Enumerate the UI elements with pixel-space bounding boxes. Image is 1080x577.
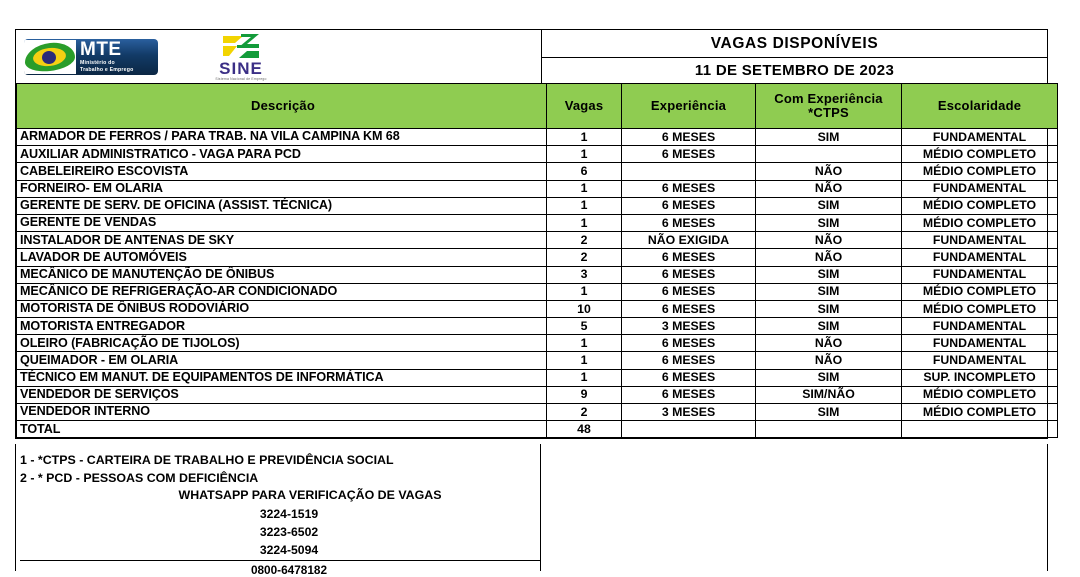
cell-ctps: SIM/NÃO	[756, 386, 902, 403]
cell-descricao: AUXILIAR ADMINISTRATICO - VAGA PARA PCD	[17, 146, 547, 163]
cell-experiencia: 6 MESES	[622, 180, 756, 197]
cell-vagas: 1	[547, 129, 622, 146]
cell-ctps: NÃO	[756, 335, 902, 352]
bulletin-header	[16, 30, 1047, 83]
cell-ctps: NÃO	[756, 163, 902, 180]
cell-descricao: VENDEDOR DE SERVIÇOS	[17, 386, 547, 403]
cell-experiencia: 6 MESES	[622, 197, 756, 214]
cell-experiencia: 6 MESES	[622, 266, 756, 283]
cell-descricao: LAVADOR DE AUTOMÓVEIS	[17, 249, 547, 266]
cell-experiencia: 6 MESES	[622, 386, 756, 403]
cell-experiencia: 6 MESES	[622, 352, 756, 369]
cell-escolaridade	[902, 421, 1058, 438]
cell-descricao: TÉCNICO EM MANUT. DE EQUIPAMENTOS DE INFORMÁTICA	[17, 369, 547, 386]
cell-experiencia: NÃO EXIGIDA	[622, 232, 756, 249]
title-area	[542, 30, 1047, 83]
cell-ctps: SIM	[756, 266, 902, 283]
footer-notes	[15, 444, 541, 577]
mte-subtitle-line1: Ministério do	[80, 59, 115, 66]
cell-experiencia: 6 MESES	[622, 129, 756, 146]
table-row	[17, 404, 1058, 421]
cell-experiencia: 6 MESES	[622, 300, 756, 317]
cell-descricao: TOTAL	[17, 421, 547, 438]
cell-experiencia: 6 MESES	[622, 283, 756, 300]
cell-experiencia: 6 MESES	[622, 249, 756, 266]
table-row	[17, 214, 1058, 231]
cell-escolaridade: MÉDIO COMPLETO	[902, 163, 1058, 180]
cell-escolaridade: FUNDAMENTAL	[902, 249, 1058, 266]
cell-vagas: 1	[547, 352, 622, 369]
table-row	[17, 249, 1058, 266]
cell-descricao: MECÂNICO DE MANUTENÇÃO DE ÔNIBUS	[17, 266, 547, 283]
cell-vagas: 1	[547, 369, 622, 386]
cell-ctps: NÃO	[756, 352, 902, 369]
cell-experiencia: 6 MESES	[622, 214, 756, 231]
table-row	[17, 197, 1058, 214]
cell-ctps: NÃO	[756, 232, 902, 249]
cell-descricao: MOTORISTA DE ÔNIBUS RODOVIÁRIO	[17, 300, 547, 317]
cell-ctps: SIM	[756, 318, 902, 335]
cell-escolaridade: FUNDAMENTAL	[902, 352, 1058, 369]
cell-escolaridade: SUP. INCOMPLETO	[902, 369, 1058, 386]
cell-ctps: SIM	[756, 129, 902, 146]
table-row	[17, 266, 1058, 283]
vacancies-table	[16, 83, 1058, 438]
cell-ctps: NÃO	[756, 180, 902, 197]
cell-ctps	[756, 421, 902, 438]
cell-experiencia: 6 MESES	[622, 335, 756, 352]
table-row	[17, 129, 1058, 146]
cell-escolaridade: MÉDIO COMPLETO	[902, 283, 1058, 300]
cell-vagas: 3	[547, 266, 622, 283]
ctps-header-line1: Com Experiência	[774, 91, 883, 107]
cell-descricao: VENDEDOR INTERNO	[17, 404, 547, 421]
brazil-flag-icon	[24, 40, 76, 74]
page-title: VAGAS DISPONÍVEIS	[542, 30, 1047, 58]
ctps-header-line2: *CTPS	[808, 105, 849, 120]
frame-right-rail	[1047, 444, 1048, 571]
cell-descricao: INSTALADOR DE ANTENAS DE SKY	[17, 232, 547, 249]
cell-experiencia: 6 MESES	[622, 369, 756, 386]
cell-descricao: FORNEIRO- EM OLARIA	[17, 180, 547, 197]
vacancies-table-body	[17, 129, 1058, 438]
cell-descricao: MECÂNICO DE REFRIGERAÇÃO-AR CONDICIONADO	[17, 283, 547, 300]
toll-free-phone: 0800-6478182	[250, 562, 328, 577]
phone-3: 3224-5094	[259, 542, 319, 557]
column-header-escolaridade: Escolaridade	[902, 84, 1058, 129]
cell-vagas: 1	[547, 146, 622, 163]
note-ctps: 1 - *CTPS - CARTEIRA DE TRABALHO E PREVIDÊNCIA SOCIAL	[20, 453, 394, 467]
column-header-descricao: Descrição	[17, 84, 547, 129]
table-row	[17, 300, 1058, 317]
cell-vagas: 10	[547, 300, 622, 317]
cell-vagas: 1	[547, 180, 622, 197]
cell-descricao: CABELEIREIRO ESCOVISTA	[17, 163, 547, 180]
cell-ctps: SIM	[756, 214, 902, 231]
cell-vagas: 1	[547, 214, 622, 231]
cell-descricao: ARMADOR DE FERROS / PARA TRAB. NA VILA CAMPINA KM 68	[17, 129, 547, 146]
note-pcd: 2 - * PCD - PESSOAS COM DEFICIÊNCIA	[20, 470, 259, 485]
sine-logo	[198, 33, 284, 81]
phone-2: 3223-6502	[259, 524, 319, 539]
cell-vagas: 6	[547, 163, 622, 180]
sine-acronym: SINE	[219, 58, 263, 78]
cell-escolaridade: FUNDAMENTAL	[902, 180, 1058, 197]
cell-vagas: 1	[547, 335, 622, 352]
cell-experiencia	[622, 163, 756, 180]
cell-descricao: OLEIRO (FABRICAÇÃO DE TIJOLOS)	[17, 335, 547, 352]
cell-descricao: QUEIMADOR - EM OLARIA	[17, 352, 547, 369]
cell-escolaridade: FUNDAMENTAL	[902, 266, 1058, 283]
table-row	[17, 180, 1058, 197]
cell-experiencia: 3 MESES	[622, 318, 756, 335]
cell-vagas: 48	[547, 421, 622, 438]
mte-logo	[24, 39, 158, 75]
cell-ctps: SIM	[756, 369, 902, 386]
phone-1: 3224-1519	[259, 506, 319, 521]
cell-descricao: MOTORISTA ENTREGADOR	[17, 318, 547, 335]
cell-escolaridade: FUNDAMENTAL	[902, 129, 1058, 146]
logo-area	[16, 30, 542, 83]
cell-experiencia: 6 MESES	[622, 146, 756, 163]
sine-subtitle: Sistema Nacional de Emprego	[215, 76, 267, 81]
cell-escolaridade: MÉDIO COMPLETO	[902, 386, 1058, 403]
table-row	[17, 369, 1058, 386]
cell-vagas: 1	[547, 283, 622, 300]
cell-escolaridade: FUNDAMENTAL	[902, 232, 1058, 249]
column-header-com-experiencia-ctps	[756, 84, 902, 129]
cell-escolaridade: MÉDIO COMPLETO	[902, 197, 1058, 214]
cell-escolaridade: FUNDAMENTAL	[902, 318, 1058, 335]
cell-ctps: SIM	[756, 283, 902, 300]
cell-escolaridade: MÉDIO COMPLETO	[902, 300, 1058, 317]
cell-vagas: 1	[547, 197, 622, 214]
bulletin-date: 11 DE SETEMBRO DE 2023	[694, 62, 895, 79]
cell-ctps: SIM	[756, 300, 902, 317]
cell-vagas: 9	[547, 386, 622, 403]
cell-experiencia: 3 MESES	[622, 404, 756, 421]
cell-escolaridade: MÉDIO COMPLETO	[902, 214, 1058, 231]
table-row	[17, 386, 1058, 403]
table-row	[17, 163, 1058, 180]
bulletin-table-frame	[15, 29, 1048, 439]
column-header-vagas: Vagas	[547, 84, 622, 129]
cell-ctps	[756, 146, 902, 163]
sine-mark-icon	[221, 33, 261, 59]
column-header-experiencia: Experiência	[622, 84, 756, 129]
table-row	[17, 335, 1058, 352]
cell-ctps: SIM	[756, 404, 902, 421]
mte-acronym: MTE	[80, 38, 122, 60]
cell-escolaridade: FUNDAMENTAL	[902, 335, 1058, 352]
table-row	[17, 283, 1058, 300]
cell-vagas: 2	[547, 404, 622, 421]
table-row	[17, 318, 1058, 335]
cell-escolaridade: MÉDIO COMPLETO	[902, 146, 1058, 163]
whatsapp-label: WHATSAPP PARA VERIFICAÇÃO DE VAGAS	[178, 488, 442, 502]
table-row	[17, 146, 1058, 163]
cell-descricao: GERENTE DE SERV. DE OFICINA (ASSIST. TÉCNICA)	[17, 197, 547, 214]
table-header-row	[17, 84, 1058, 129]
cell-ctps: SIM	[756, 197, 902, 214]
cell-ctps: NÃO	[756, 249, 902, 266]
cell-vagas: 5	[547, 318, 622, 335]
table-row	[17, 352, 1058, 369]
cell-vagas: 2	[547, 249, 622, 266]
mte-subtitle-line2: Trabalho e Emprego	[80, 67, 134, 73]
cell-vagas: 2	[547, 232, 622, 249]
table-row	[17, 421, 1058, 438]
cell-experiencia	[622, 421, 756, 438]
cell-escolaridade: MÉDIO COMPLETO	[902, 404, 1058, 421]
table-row	[17, 232, 1058, 249]
cell-descricao: GERENTE DE VENDAS	[17, 214, 547, 231]
